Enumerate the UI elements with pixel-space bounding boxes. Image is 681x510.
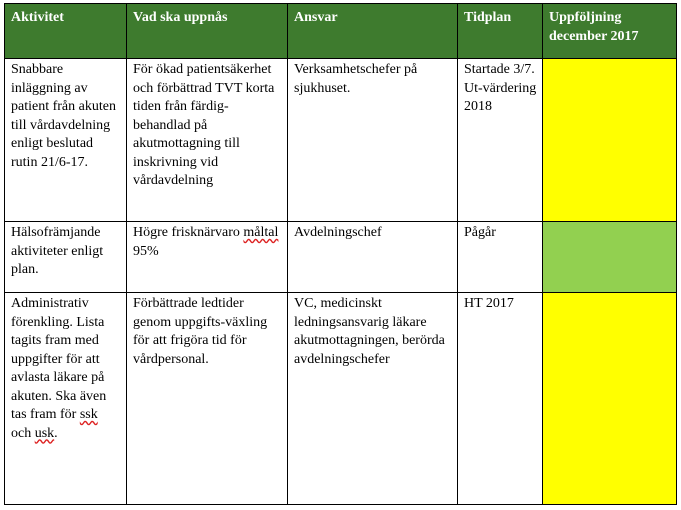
cell-ansvar: VC, medicinskt ledningsansvarig läkare akutmottagningen, berörda avdelningschefer <box>288 293 458 505</box>
cell-tidplan: HT 2017 <box>458 293 543 505</box>
cell-uppfoljning-status <box>543 293 677 505</box>
spellcheck-word: usk <box>34 425 55 441</box>
spellcheck-word: ssk <box>79 407 98 422</box>
cell-uppfoljning-status <box>543 59 677 222</box>
table-row <box>5 222 677 293</box>
header-ansvar: Ansvar <box>288 4 458 59</box>
cell-uppfoljning-status <box>543 222 677 293</box>
cell-aktivitet: Snabbare inläggning av patient från akuten till vårdavdelning enligt beslutad rutin 21/6-17. <box>5 59 127 222</box>
cell-ansvar: Avdelningschef <box>288 222 458 293</box>
text-segment: Administrativ förenkling. Lista tagits fram med uppgifter för att avlasta läkare på akuten. Ska även tas fram för <box>11 296 107 422</box>
cell-tidplan: Startade 3/7. Ut-värdering 2018 <box>458 59 543 222</box>
text-segment: . <box>54 425 58 441</box>
cell-vad-ska-uppnas <box>127 222 288 293</box>
cell-aktivitet: Hälsofrämjande aktiviteter enligt plan. <box>5 222 127 293</box>
cell-aktivitet <box>5 293 127 505</box>
cell-vad-ska-uppnas: Förbättrade ledtider genom uppgifts-växling för att frigöra tid för vårdpersonal. <box>127 293 288 505</box>
text-segment: Högre frisknärvaro <box>133 225 244 240</box>
header-uppfoljning: Uppföljning december 2017 <box>543 4 677 59</box>
action-plan-table <box>4 3 677 505</box>
header-tidplan: Tidplan <box>458 4 543 59</box>
text-segment: och <box>11 425 35 441</box>
header-aktivitet: Aktivitet <box>5 4 127 59</box>
text-segment: 95% <box>133 243 159 259</box>
table-row <box>5 293 677 505</box>
header-row <box>5 4 677 59</box>
table-row <box>5 59 677 222</box>
spellcheck-word: måltal <box>243 225 279 240</box>
cell-vad-ska-uppnas: För ökad patientsäkerhet och förbättrad TVT korta tiden från färdig-behandlad på akutmottagning till inskrivning vid vårdavdelning <box>127 59 288 222</box>
cell-tidplan: Pågår <box>458 222 543 293</box>
cell-ansvar: Verksamhetschefer på sjukhuset. <box>288 59 458 222</box>
header-vad-ska-uppnas: Vad ska uppnås <box>127 4 288 59</box>
